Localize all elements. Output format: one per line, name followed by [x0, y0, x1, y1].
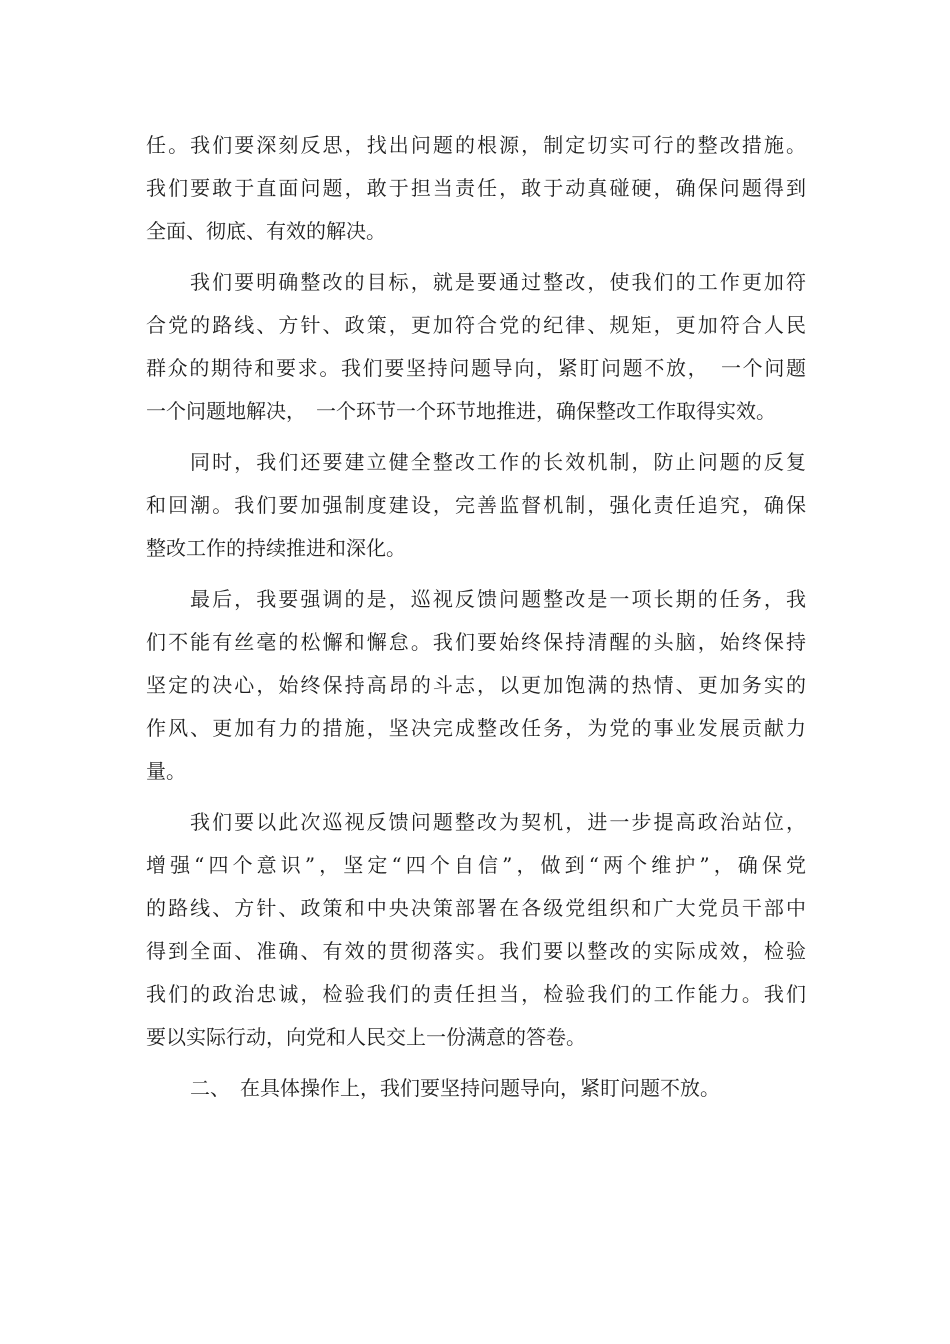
text-line: 我们要明确整改的目标，就是要通过整改，使我们的工作更加符	[190, 270, 806, 294]
document-body	[146, 124, 806, 1118]
text-line: 们不能有丝毫的松懈和懈怠。我们要始终保持清醒的头脑，始终保持	[146, 630, 806, 654]
text-line: 坚定的决心，始终保持高昂的斗志，以更加饱满的热情、更加务实的	[146, 673, 806, 697]
text-line: 合党的路线、方针、政策，更加符合党的纪律、规矩，更加符合人民	[146, 313, 806, 337]
text-line: 我们要敢于直面问题，敢于担当责任，敢于动真碰硬，确保问题得到	[146, 176, 806, 200]
text-line: 同时，我们还要建立健全整改工作的长效机制，防止问题的反复	[190, 450, 806, 474]
text-line: 作风、更加有力的措施，坚决完成整改任务，为党的事业发展贡献力	[146, 716, 806, 740]
section-heading-2	[146, 1067, 806, 1110]
text-line: 一个问题地解决， 一个环节一个环节地推进，确保整改工作取得实效。	[146, 399, 776, 423]
text-line: 得到全面、准确、有效的贯彻落实。我们要以整改的实际成效，检验	[146, 939, 806, 963]
text-line: 要以实际行动，向党和人民交上一份满意的答卷。	[146, 1025, 586, 1049]
text-line: 群众的期待和要求。我们要坚持问题导向，紧盯问题不放， 一个问题	[146, 356, 806, 380]
text-line: 整改工作的持续推进和深化。	[146, 536, 406, 560]
text-line: 我们的政治忠诚，检验我们的责任担当，检验我们的工作能力。我们	[146, 982, 806, 1006]
text-line: 任。我们要深刻反思，找出问题的根源，制定切实可行的整改措施。	[146, 133, 806, 157]
text-line: 最后，我要强调的是，巡视反馈问题整改是一项长期的任务，我	[190, 587, 806, 611]
text-line: 增强“四个意识”，坚定“四个自信”，做到“两个维护”，确保党	[146, 853, 806, 877]
text-line: 我们要以此次巡视反馈问题整改为契机，进一步提高政治站位，	[190, 810, 806, 834]
text-line: 全面、彻底、有效的解决。	[146, 219, 386, 243]
text-line: 的路线、方针、政策和中央决策部署在各级党组织和广大党员干部中	[146, 896, 806, 920]
paragraph-4	[146, 578, 806, 793]
paragraph-5	[146, 801, 806, 1059]
paragraph-3	[146, 441, 806, 570]
text-line: 量。	[146, 759, 186, 783]
section-heading-text: 二、 在具体操作上，我们要坚持问题导向，紧盯问题不放。	[190, 1076, 720, 1100]
paragraph-2	[146, 261, 806, 433]
paragraph-1	[146, 124, 806, 253]
text-line: 和回潮。我们要加强制度建设，完善监督机制，强化责任追究，确保	[146, 493, 806, 517]
